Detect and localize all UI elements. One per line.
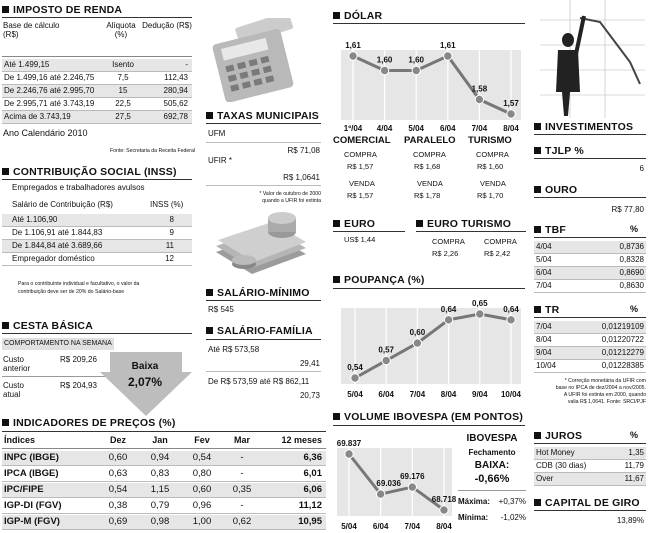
tbf-row-value: 0,8690 <box>619 268 644 277</box>
euro-turismo-title: EURO TURISMO <box>416 218 511 230</box>
dolar-turismo-title: TURISMO <box>468 135 512 146</box>
tr-row <box>534 347 646 360</box>
dolar-comercial-venda-label: VENDA <box>349 179 375 188</box>
tbf-title: TBF <box>534 224 566 236</box>
ibovespa-title: VOLUME IBOVESPA (EM PONTOS) <box>333 411 523 423</box>
chart-point <box>444 316 452 324</box>
dolar-turismo-venda: R$ 1,70 <box>477 191 504 200</box>
euro-turismo-venda-label: COMPRA <box>484 237 517 246</box>
chart-point <box>507 316 515 324</box>
chart-background <box>341 308 521 384</box>
ibovespa-max-label: Máxima: <box>458 497 491 506</box>
tbf-row-value: 0,8736 <box>619 242 644 251</box>
imposto-row-base: Acima de 3.743,19 <box>4 112 71 121</box>
salario-familia-faixa-1: Até R$ 573,58 <box>208 345 260 354</box>
juros-row-name: Hot Money <box>536 448 575 457</box>
tbf-row-date: 5/04 <box>536 255 552 264</box>
chart-data-label: 1,61 <box>440 41 456 50</box>
chart-point <box>507 110 515 118</box>
ibovespa-side-title: IBOVESPA <box>466 433 518 444</box>
tr-row <box>534 321 646 334</box>
euro-title: EURO <box>333 218 375 230</box>
tr-note-1: * Correção monetária da UFIR com <box>564 378 646 384</box>
precos-cell: 0,69 <box>108 516 128 527</box>
tbf-row-value: 0,8328 <box>619 255 644 264</box>
inss-row-faixa: Empregador doméstico <box>12 254 95 263</box>
imposto-row-base: De 1.499,16 até 2.246,75 <box>4 73 95 82</box>
dolar-comercial-title: COMERCIAL <box>333 135 391 146</box>
chart-data-label: 0,57 <box>378 345 394 355</box>
chart-tick-label: 8/04 <box>503 124 519 133</box>
tr-row-value: 0,01228385 <box>601 361 644 370</box>
tr-row <box>534 334 646 347</box>
precos-cell: 0,35 <box>232 484 252 495</box>
giro-value: 13,89% <box>616 516 644 525</box>
imposto-row-ded: 505,62 <box>163 99 188 108</box>
euro-turismo-compra: R$ 2,26 <box>432 249 459 258</box>
imposto-row-aliq: 15 <box>118 86 128 95</box>
chart-tick-label: 7/04 <box>409 390 426 399</box>
tr-row-date: 8/04 <box>536 335 552 344</box>
imposto-row-base: De 2.246,76 até 2.995,70 <box>4 86 95 95</box>
chart-tick-label: 6/04 <box>378 390 394 399</box>
imposto-row-ded: 692,78 <box>163 112 188 121</box>
precos-cell: - <box>240 468 244 479</box>
chart-tick-label: 8/04 <box>436 522 452 531</box>
chart-point <box>351 374 359 382</box>
dolar-paralelo-compra-label: COMPRA <box>413 150 446 159</box>
ibovespa-fech-label: BAIXA: <box>474 460 510 471</box>
chart-tick-label: 7/04 <box>471 124 488 133</box>
tr-row-value: 0,01219109 <box>601 322 644 331</box>
precos-cell: 0,79 <box>150 500 170 511</box>
imposto-col-aliq: Alíquota (%) <box>106 21 136 40</box>
chart-point <box>444 52 452 60</box>
tr-row-value: 0,01212279 <box>601 348 644 357</box>
inss-col-inss: INSS (%) <box>150 200 184 209</box>
inss-row <box>2 253 192 266</box>
dolar-paralelo-venda-label: VENDA <box>417 179 443 188</box>
euro-value: US$ 1,44 <box>344 235 376 244</box>
inss-row-faixa: De 1.106,91 até 1.844,83 <box>12 228 103 237</box>
precos-cell: - <box>240 452 244 463</box>
imposto-row <box>2 111 192 124</box>
ibovespa-min-value: -1,02% <box>500 513 526 522</box>
imposto-row-ded: - <box>185 60 188 69</box>
chart-point <box>412 66 420 74</box>
juros-row-value: 11,67 <box>624 474 644 483</box>
imposto-row <box>2 85 192 98</box>
poupanca-chart <box>333 290 525 400</box>
tr-note-4: valia R$ 1,0641. Fonte: SRCI/PJF <box>567 399 646 405</box>
chart-data-label: 69.036 <box>376 479 401 489</box>
precos-col-header: 12 meses <box>281 435 322 445</box>
chart-point <box>413 339 421 347</box>
precos-cell: 1,15 <box>150 484 170 495</box>
precos-cell: - <box>240 500 244 511</box>
dolar-paralelo-title: PARALELO <box>404 135 456 146</box>
tbf-row <box>534 254 646 267</box>
precos-cell: 6,36 <box>303 452 322 463</box>
imposto-row <box>2 72 192 85</box>
money-icon <box>210 212 310 280</box>
precos-cell: IPC/FIPE <box>4 484 44 495</box>
salario-familia-valor-1: 29,41 <box>299 359 320 368</box>
precos-cell: 0,38 <box>108 500 128 511</box>
salario-familia-faixa-2: De R$ 573,59 até R$ 862,11 <box>208 377 310 386</box>
taxas-ufm-label: UFM <box>208 129 226 138</box>
chart-tick-label: 8/04 <box>440 390 457 399</box>
precos-cell: 11,12 <box>298 500 322 511</box>
ibovespa-fech-value: -0,66% <box>474 473 510 485</box>
juros-pct: % <box>630 430 639 440</box>
precos-cell: 6,06 <box>303 484 322 495</box>
tbf-pct: % <box>630 224 639 234</box>
ibovespa-fechamento: Fechamento <box>468 448 516 457</box>
cesta-sub: COMPORTAMENTO NA SEMANA <box>2 338 114 350</box>
inss-row-faixa: Até 1.106,90 <box>12 215 58 224</box>
precos-cell: 0,60 <box>108 452 128 463</box>
chart-tick-label: 4/04 <box>376 124 393 133</box>
chart-tick-label: 10/04 <box>500 390 522 399</box>
chart-point <box>476 310 484 318</box>
cesta-anterior-value: R$ 209,26 <box>60 355 97 364</box>
precos-title: INDICADORES DE PREÇOS (%) <box>2 417 176 429</box>
poupanca-title: POUPANÇA (%) <box>333 274 425 286</box>
precos-cell: 0,62 <box>232 516 252 527</box>
giro-title: CAPITAL DE GIRO <box>534 497 640 509</box>
cesta-atual-value: R$ 204,93 <box>60 381 97 390</box>
tbf-row <box>534 241 646 254</box>
salario-familia-title: SALÁRIO-FAMÍLIA <box>206 325 313 337</box>
precos-row <box>2 515 326 530</box>
tbf-row-date: 4/04 <box>536 242 552 251</box>
inss-row-value: 8 <box>169 215 174 224</box>
inss-row-value: 9 <box>169 228 174 237</box>
juros-row-name: Over <box>536 474 554 483</box>
tr-row-value: 0,01220722 <box>601 335 644 344</box>
chart-data-label: 69.176 <box>400 472 425 482</box>
imposto-row <box>2 98 192 111</box>
chart-background <box>341 50 521 120</box>
tr-pct: % <box>630 304 639 314</box>
calculator-icon <box>212 18 302 102</box>
juros-row <box>534 473 646 486</box>
precos-cell: IGP-M (FGV) <box>4 516 60 527</box>
inss-row-value: 12 <box>165 254 174 263</box>
chart-point <box>440 506 448 514</box>
chart-tick-label: 6/04 <box>372 522 389 531</box>
taxas-ufm-value: R$ 71,08 <box>287 146 320 155</box>
taxas-note-2: quando a UFIR foi extinta <box>262 198 321 204</box>
chart-point <box>349 52 357 60</box>
precos-cell: 0,96 <box>192 500 212 511</box>
tr-row-date: 7/04 <box>536 322 552 331</box>
ibovespa-chart <box>333 428 458 532</box>
chart-tick-label: 5/04 <box>341 522 357 531</box>
cesta-arrow-value: 2,07% <box>127 375 163 389</box>
chart-data-label: 0,64 <box>440 304 457 314</box>
chart-tick-label: 9/04 <box>472 390 488 399</box>
dolar-turismo-compra: R$ 1,60 <box>477 162 504 171</box>
euro-turismo-compra-label: COMPRA <box>432 237 465 246</box>
juros-row-value: 11,79 <box>624 461 644 470</box>
taxas-ufir-label: UFIR * <box>208 156 232 165</box>
precos-row <box>2 467 326 482</box>
inss-col-sal: Salário de Contribuição (R$) <box>12 200 113 209</box>
precos-row <box>2 499 326 514</box>
chart-point <box>408 483 416 491</box>
taxas-note-1: * Valor de outubro de 2000 <box>259 191 321 197</box>
precos-col-header: Dez <box>109 435 126 445</box>
tr-row <box>534 360 646 373</box>
dolar-title: DÓLAR <box>333 10 382 22</box>
salario-minimo-title: SALÁRIO-MÍNIMO <box>206 287 310 299</box>
inss-note-1: Para o contribuinte individual e facultativo, o valor da <box>18 281 140 287</box>
imposto-row-base: De 2.995,71 até 3.743,19 <box>4 99 95 108</box>
precos-row <box>2 483 326 498</box>
precos-cell: 0,63 <box>108 468 128 479</box>
tjlp-title: TJLP % <box>534 145 584 157</box>
precos-cell: 6,01 <box>303 468 322 479</box>
precos-col-header: Jan <box>152 435 168 445</box>
businessman-chart-icon <box>540 0 645 118</box>
tbf-row <box>534 280 646 293</box>
imposto-col-base: Base de cálculo (R$) <box>3 21 60 40</box>
imposto-ano: Ano Calendário 2010 <box>3 128 88 138</box>
imposto-row-base: Até 1.499,15 <box>4 60 50 69</box>
dolar-turismo-compra-label: COMPRA <box>476 150 509 159</box>
precos-cell: 0,60 <box>192 484 212 495</box>
inss-row <box>2 240 192 253</box>
salario-familia-valor-2: 20,73 <box>299 391 320 400</box>
chart-data-label: 0,60 <box>409 328 426 338</box>
precos-cell: INPC (IBGE) <box>4 452 59 463</box>
tr-row-date: 10/04 <box>536 361 557 370</box>
dolar-turismo-venda-label: VENDA <box>480 179 506 188</box>
chart-point <box>345 450 353 458</box>
chart-data-label: 69.837 <box>336 439 362 448</box>
ibovespa-min-label: Mínima: <box>458 513 489 522</box>
chart-tick-label: 1º/04 <box>343 124 363 133</box>
chart-data-label: 1,57 <box>503 99 519 108</box>
juros-title: JUROS <box>534 430 582 442</box>
tr-note-2: base no IPCA de dez/2004 a nov/2005. <box>555 385 646 391</box>
chart-tick-label: 7/04 <box>404 522 421 531</box>
dolar-comercial-compra: R$ 1,57 <box>347 162 374 171</box>
cesta-atual-label: Custo atual <box>3 381 24 400</box>
cesta-arrow-label: Baixa <box>131 361 159 372</box>
taxas-title: TAXAS MUNICIPAIS <box>206 110 319 122</box>
euro-turismo-venda: R$ 2,42 <box>484 249 511 258</box>
chart-data-label: 0,64 <box>503 304 519 314</box>
chart-data-label: 0,65 <box>472 299 488 308</box>
tjlp-value: 6 <box>639 164 644 173</box>
precos-cell: 1,00 <box>192 516 212 527</box>
tbf-row-value: 0,8630 <box>619 281 644 290</box>
precos-cell: 0,80 <box>192 468 212 479</box>
inss-title: CONTRIBUIÇÃO SOCIAL (INSS) <box>2 166 177 178</box>
tr-row-date: 9/04 <box>536 348 552 357</box>
precos-cell: IGP-DI (FGV) <box>4 500 62 511</box>
imposto-title: IMPOSTO DE RENDA <box>2 4 122 16</box>
inss-note-2: contribuição deve ser de 20% do Salário-base <box>18 289 125 295</box>
precos-cell: 0,54 <box>192 452 212 463</box>
precos-row <box>2 451 326 466</box>
tbf-row-date: 7/04 <box>536 281 552 290</box>
tr-title: TR <box>534 304 559 316</box>
taxas-ufir-value: R$ 1,0641 <box>283 173 320 182</box>
precos-cell: 0,83 <box>150 468 170 479</box>
chart-point <box>382 356 390 364</box>
inss-row-value: 11 <box>165 241 174 250</box>
dolar-comercial-compra-label: COMPRA <box>344 150 377 159</box>
dolar-paralelo-venda: R$ 1,78 <box>414 191 441 200</box>
tbf-row-date: 6/04 <box>536 268 552 277</box>
imposto-row-aliq: 27,5 <box>115 112 131 121</box>
precos-cell: 0,94 <box>150 452 170 463</box>
juros-row-value: 1,35 <box>628 448 644 457</box>
imposto-row <box>2 59 192 72</box>
inss-row-faixa: De 1.844,84 até 3.689,66 <box>12 241 103 250</box>
chart-point <box>376 490 384 498</box>
juros-row-name: CDB (30 dias) <box>536 461 587 470</box>
imposto-row-aliq: 22,5 <box>115 99 131 108</box>
salario-minimo-value: R$ 545 <box>208 305 234 314</box>
chart-tick-label: 6/04 <box>440 124 456 133</box>
chart-data-label: 1,61 <box>345 41 361 50</box>
inss-row <box>2 214 192 227</box>
investimentos-title: INVESTIMENTOS <box>534 121 633 133</box>
precos-col-header: Mar <box>233 435 250 445</box>
chart-point <box>380 66 388 74</box>
chart-data-label: 1,60 <box>408 55 424 65</box>
chart-data-label: 1,60 <box>376 55 393 65</box>
imposto-row-aliq: 7,5 <box>117 73 129 82</box>
juros-row <box>534 447 646 460</box>
precos-cell: 0,54 <box>108 484 128 495</box>
chart-data-label: 68.718 <box>431 495 457 504</box>
imposto-row-ded: 280,94 <box>163 86 188 95</box>
inss-sub: Empregados e trabalhadores avulsos <box>12 183 145 192</box>
dolar-comercial-venda: R$ 1,57 <box>347 191 374 200</box>
dolar-paralelo-compra: R$ 1,68 <box>414 162 441 171</box>
tr-note-3: A UFIR foi extinta em 2000, quando <box>563 392 646 398</box>
chart-data-label: 0,54 <box>347 363 363 372</box>
precos-cell: 10,95 <box>298 516 322 527</box>
juros-row <box>534 460 646 473</box>
ouro-title: OURO <box>534 184 577 196</box>
precos-col-header: Fev <box>194 435 210 445</box>
chart-point <box>475 95 483 103</box>
precos-cell: 0,98 <box>150 516 170 527</box>
dolar-chart <box>333 26 525 134</box>
ouro-value: R$ 77,80 <box>611 205 644 214</box>
chart-tick-label: 5/04 <box>347 390 363 399</box>
imposto-fonte: Fonte: Secretaria da Receita Federal <box>110 148 196 154</box>
precos-col-header: Índices <box>4 435 36 445</box>
inss-row <box>2 227 192 240</box>
ibovespa-max-value: +0,37% <box>498 497 526 506</box>
imposto-col-ded: Dedução (R$) <box>142 21 192 30</box>
imposto-row-aliq: Isento <box>112 60 134 69</box>
cesta-title: CESTA BÁSICA <box>2 320 93 332</box>
tbf-row <box>534 267 646 280</box>
cesta-anterior-label: Custo anterior <box>3 355 31 374</box>
chart-data-label: 1,58 <box>471 84 488 94</box>
imposto-row-ded: 112,43 <box>164 73 188 82</box>
chart-tick-label: 5/04 <box>408 124 424 133</box>
precos-cell: IPCA (IBGE) <box>4 468 59 479</box>
